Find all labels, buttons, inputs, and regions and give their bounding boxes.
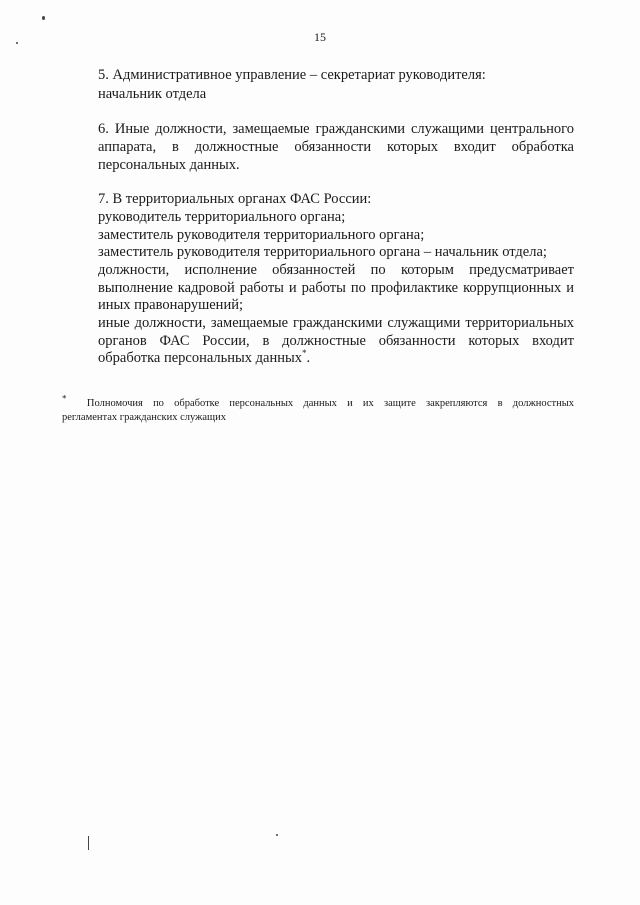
scan-speck [276, 834, 278, 836]
section-5-text: начальник отдела [98, 86, 207, 102]
section-7-item: обработка персональных данных*. [98, 348, 311, 366]
footnote-mark: * [62, 393, 67, 404]
section-7-last-text: обработка персональных данных [98, 350, 302, 366]
section-7-heading: 7. В территориальных органах ФАС России: [98, 191, 372, 207]
section-7-item: заместитель руководителя территориального органа; [98, 227, 425, 243]
section-7-item: должности, исполнение обязанностей по которым предусматривает [98, 262, 574, 278]
section-7-item: заместитель руководителя территориального органа – начальник отдела; [98, 244, 547, 260]
section-7-item: органов ФАС России, в должностные обязанности которых входит [98, 333, 574, 349]
section-7-item: выполнение кадровой работы и работы по профилактике коррупционных и [98, 280, 574, 296]
scan-speck [42, 16, 45, 20]
scan-speck [88, 836, 89, 850]
section-7-item: руководитель территориального органа; [98, 209, 346, 225]
footnote-reference: * [301, 348, 307, 359]
section-6-text: аппарата, в должностные обязанности которых входит обработка [98, 139, 574, 155]
section-7-item: иных правонарушений; [98, 297, 243, 313]
section-6-heading: 6. Иные должности, замещаемые гражданскими служащими центрального [98, 121, 574, 137]
section-6-text: персональных данных. [98, 157, 240, 173]
footnote-line-1: Полномочия по обработке персональных данных и их защите закрепляются в должностных [86, 398, 574, 409]
section-7-item: иные должности, замещаемые гражданскими служащими территориальных [98, 315, 574, 331]
section-5-heading: 5. Административное управление – секретариат руководителя: [98, 67, 486, 83]
scan-speck [16, 42, 18, 44]
footnote-line-2: регламентах гражданских служащих [62, 412, 226, 423]
page-number: 15 [314, 30, 326, 44]
footnote-text [62, 393, 574, 410]
